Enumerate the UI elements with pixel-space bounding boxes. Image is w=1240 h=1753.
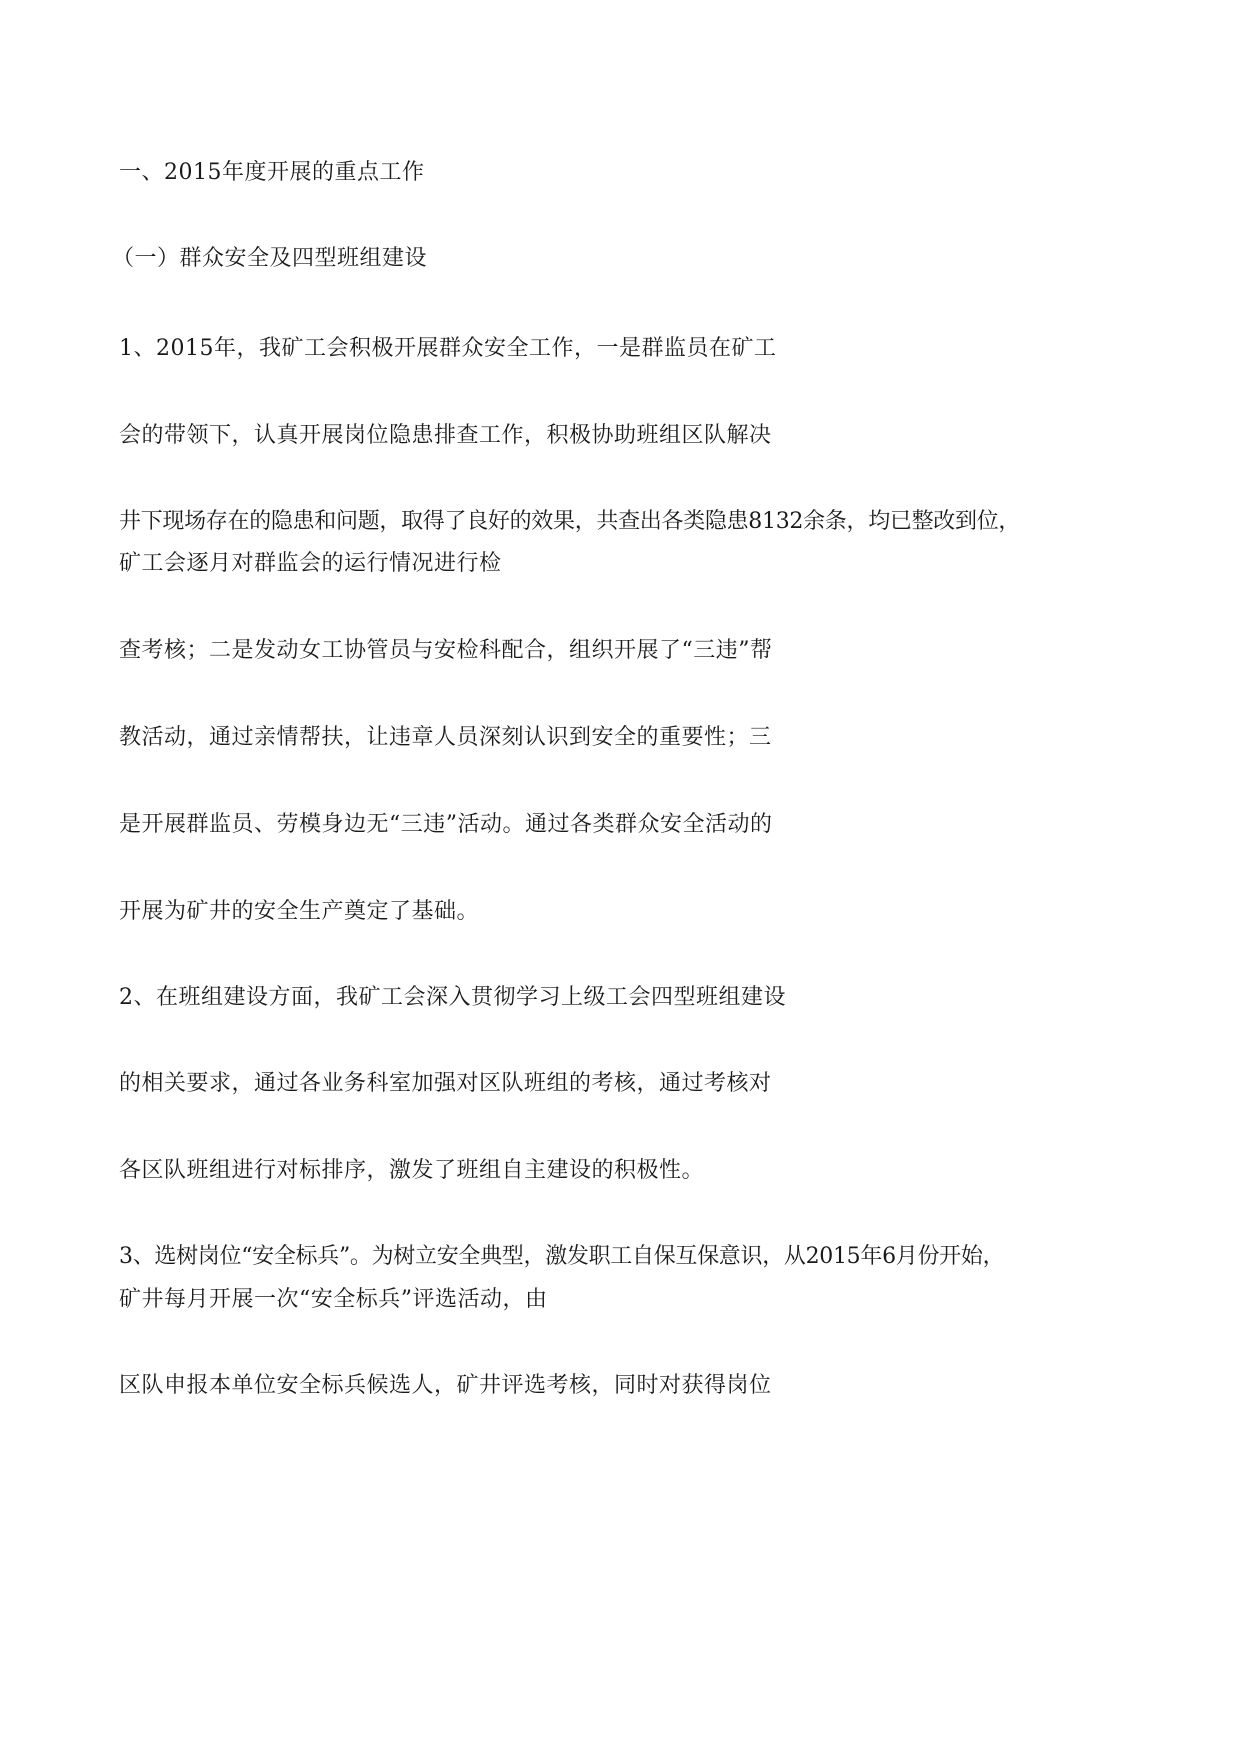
paragraph-line: 教活动，通过亲情帮扶，让违章人员深刻认识到安全的重要性；三 [119, 725, 772, 750]
paragraph-line: 1、2015年，我矿工会积极开展群众安全工作，一是群监员在矿工 [119, 336, 777, 361]
paragraph-line: 各区队班组进行对标排序，激发了班组自主建设的积极性。 [119, 1158, 705, 1183]
paragraph-line: 的相关要求，通过各业务科室加强对区队班组的考核，通过考核对 [119, 1071, 772, 1096]
paragraph-line: 查考核；二是发动女工协管员与安检科配合，组织开展了“三违”帮 [119, 638, 773, 663]
paragraph-line: 3、选树岗位“安全标兵”。为树立安全典型，激发职工自保互保意识，从2015年6月份开始， [119, 1244, 1005, 1269]
paragraph-line: 开展为矿井的安全生产奠定了基础。 [119, 899, 480, 924]
paragraph-line: 矿工会逐月对群监会的运行情况进行检 [119, 551, 502, 576]
subsection-heading: （一）群众安全及四型班组建设 [112, 246, 428, 271]
paragraph-line: 2、在班组建设方面，我矿工会深入贯彻学习上级工会四型班组建设 [119, 985, 786, 1010]
paragraph-line: 会的带领下，认真开展岗位隐患排查工作，积极协助班组区队解决 [119, 423, 772, 448]
paragraph-line: 区队申报本单位安全标兵候选人，矿井评选考核，同时对获得岗位 [119, 1373, 772, 1398]
paragraph-line: 矿井每月开展一次“安全标兵”评选活动，由 [119, 1287, 548, 1312]
section-heading: 一、2015年度开展的重点工作 [119, 160, 425, 185]
paragraph-line: 是开展群监员、劳模身边无“三违”活动。通过各类群众安全活动的 [119, 812, 773, 837]
paragraph-line: 井下现场存在的隐患和问题，取得了良好的效果，共查出各类隐患8132余条，均已整改到位， [119, 509, 1021, 534]
